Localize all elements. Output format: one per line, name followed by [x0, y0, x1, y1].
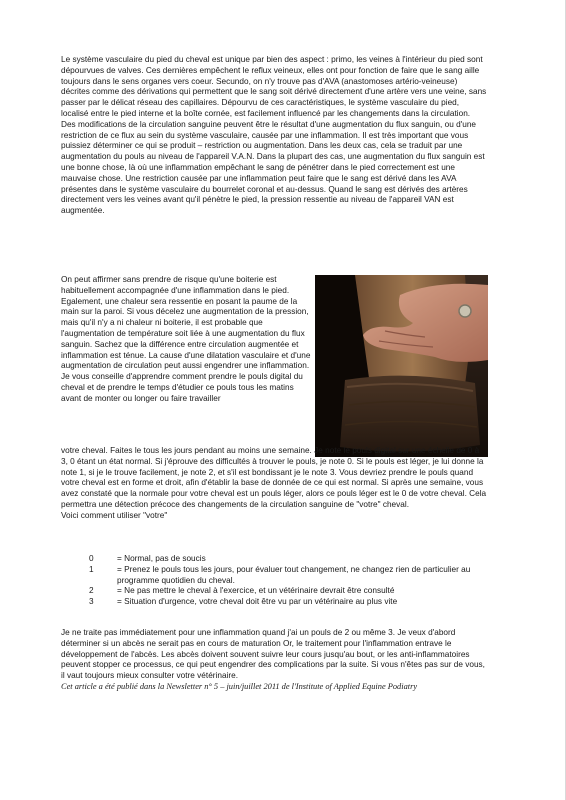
list-item-text: = Normal, pas de soucis — [117, 554, 206, 563]
paragraph-abscess: Je ne traite pas immédiatement pour une inflammation quand j'ai un pouls de 2 ou même 3. Je veux d'abord déterminer si un abcès ne serait pas en cours de maturation Or, le traitement pour l'inflammation entrave le développement de l'abcès. Les abcès doivent souvent suivre leur cours jusqu'au bout, or les anti-inflammatoires peuvent stopper ce processus, ce qui peut engendrer des complications par la suite. Si vous n'êtes pas sur de vous, il vaut toujours mieux consulter votre vétérinaire. — [61, 628, 485, 681]
list-item-number: 3 — [89, 597, 94, 607]
list-item-text: = Situation d'urgence, votre cheval doit être vu par un vétérinaire au plus vite — [117, 597, 398, 607]
paragraph-digital-pulse-start: Je vous conseille d'apprendre comment prendre le pouls digital du cheval et de prendre le temps d'étudier ce pouls tous les matins avant de monter ou longer ou faire travailler — [61, 372, 303, 403]
publication-credit: Cet article a été publié dans la Newsletter n° 5 – juin/juillet 2011 de l'Institute of Applied Equine Podiatry — [61, 681, 418, 691]
closing-section — [61, 628, 488, 693]
pulse-section — [61, 446, 488, 522]
list-item — [89, 554, 491, 565]
list-item-number: 0 — [89, 554, 94, 563]
paragraph-circulation-changes: Des modifications de la circulation sanguine peuvent être le résultat d'une augmentation du flux sanguin, ou d'une restriction de ce flux au sein du système vasculaire, causée par une inflammation. Il est très important que vous puissiez déterminer ce qui se produit – restriction ou augmentation. Dans les deux cas, cela se traduit par une augmentation du pouls au niveau de l'appareil V.A.N. Dans la plupart des cas, une augmentation du flux sanguin est une bonne chose, là où une inflammation empêchant le sang de pénétrer dans le pied correctement est une mauvaise chose. Une restriction causée par une inflammation peut faire que le sang est dérivé dans les AVA présentes dans le système vasculaire du bourrelet coronal et au-dessus. Quand le sang est dérivés des artères directement vers les veines avant qu'il pénètre le pied, la pression ressentie au niveau de l'appareil VAN est augmentée. — [61, 119, 485, 216]
list-item-number: 1 — [89, 564, 94, 574]
paragraph-vascular-system: Le système vasculaire du pied du cheval est unique par bien des aspect : primo, les veines à l'intérieur du pied sont dépourvues de valves. Ces dernières empêchent le reflux veineux, elles ont pour fonction de faire que le sang aille toujours dans le sens organes vers coeur. Secundo, on n'y trouve pas d'AVA (anastomoses artério-veineuse) décrites comme des dérivations qui permettent que le sang soit dérivé directement d'une artère vers une veine, sans passer par le délicat réseau des capillaires. Dépourvu de ces caractéristiques, le système vasculaire du pied, localisé entre le pied interne et la boîte cornée, est facilement influencé par les changements dans la circulation. — [61, 55, 487, 118]
intro-section — [61, 55, 488, 217]
list-item-number: 2 — [89, 586, 94, 596]
paragraph-lameness: On peut affirmer sans prendre de risque qu'une boiterie est habituellement accompagnée d'une inflammation dans le pied. Egalement, une chaleur sera ressentie en posant la paume de la main sur la paroi. Si vous décelez une augmentation de la pression, mais qu'il n'y a ni chaleur ni boiterie, il est probable que l'augmentation de température soit liée à une augmentation du flux sanguin. Sachez que la différence entre circulation augmentée et inflammation est ténue. La cause d'une dilatation vasculaire et d'une augmentation de circulation peut aussi engendrer une inflammation. — [61, 275, 311, 371]
list-item — [89, 565, 491, 587]
wrapped-section — [61, 275, 311, 405]
list-item — [89, 586, 491, 597]
hand-on-hoof-image — [315, 275, 488, 457]
hoof-photo — [315, 275, 488, 457]
pulse-scale-list — [61, 554, 491, 608]
list-intro: Voici comment utiliser "votre" — [61, 510, 168, 520]
list-item-text: = Prenez le pouls tous les jours, pour évaluer tout changement, ne changez rien de particulier au programme quotidien du cheval. — [117, 564, 471, 585]
list-item — [89, 597, 491, 608]
paragraph-digital-pulse: votre cheval. Faites le tous les jours pendant au moins une semaine. Je note le pouls digital sur une échelle de 0 à 3, 0 étant un état normal. Si j'éprouve des difficultés à trouver le pouls, je note 0. Si le pouls est léger, je lui donne la note 1, si je le trouve facilement, je note 2, et s'il est bondissant je le note 3. Vous devriez prendre le pouls quand votre cheval est en forme et droit, afin d'établir la base de donnée de ce qui est normal. Si après une semaine, vous avez constaté que la normale pour votre cheval est un pouls léger, alors ce pouls léger est le 0 de votre cheval. Cela permettra une détection précoce des changements de la circulation sanguine de "votre" cheval. — [61, 446, 487, 509]
list-item-text: = Ne pas mettre le cheval à l'exercice, et un vétérinaire devrait être consulté — [117, 586, 395, 596]
